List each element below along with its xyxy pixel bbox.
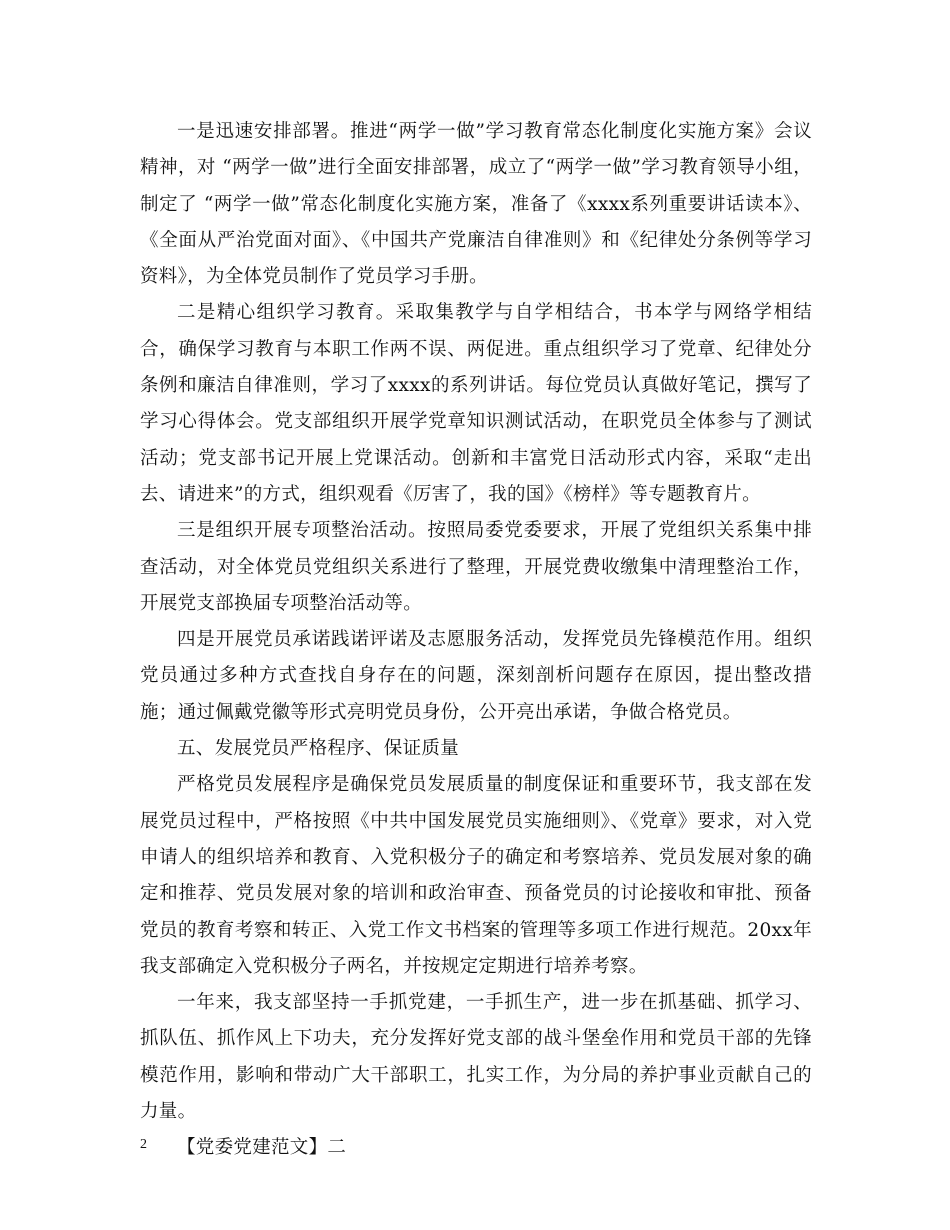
paragraph-3: 三是组织开展专项整治活动。按照局委党委要求，开展了党组织关系集中排查活动，对全体党员党组织关系进行了整理，开展党费收缴集中清理整治工作，开展党支部换届专项整治活动等。 [140,520,812,614]
paragraph-5: 严格党员发展程序是确保党员发展质量的制度保证和重要环节，我支部在发展党员过程中，严格按照《中共中国发展党员实施细则》、《党章》要求，对入党申请人的组织培养和教育、入党积极分子的确定和考察培养、党员发展对象的确定和推荐、党员发展对象的培训和政治审查、预备党员的讨论接收和审批、预备党员的教育考察和转正、入党工作文书档案的管理等多项工作进行规范。20xx年我支部确定入党积极分子两名，并按规定定期进行培养考察。 [140,774,812,977]
paragraph-2: 二是精心组织学习教育。采取集教学与自学相结合，书本学与网络学相结合，确保学习教育与本职工作两不误、两促进。重点组织学习了党章、纪律处分条例和廉洁自律准则，学习了xxxx的系列讲话。每位党员认真做好笔记，撰写了学习心得体会。党支部组织开展学党章知识测试活动，在职党员全体参与了测试活动；党支部书记开展上党课活动。创新和丰富党日活动形式内容，采取“走出去、请进来”的方式，组织观看《厉害了，我的国》《榜样》等专题教育片。 [140,302,812,505]
paragraph-6: 一年来，我支部坚持一手抓党建，一手抓生产，进一步在抓基础、抓学习、抓队伍、抓作风上下功夫，充分发挥好党支部的战斗堡垒作用和党员干部的先锋模范作用，影响和带动广大干部职工，扎实工作，为分局的养护事业贡献自己的力量。 [140,992,812,1123]
next-article-title: 【党委党建范文】二 [177,1137,347,1159]
paragraph-1: 一是迅速安排部署。推进“两学一做”学习教育常态化制度化实施方案》会议精神，对 “两学一做”进行全面安排部署，成立了“两学一做”学习教育领导小组，制定了 “两学一做”常态化制度化实施方案，准备了《xxxx系列重要讲话读本》、《全面从严治党面对面》、《中国共产党廉洁自律准则》和《纪律处分条例等学习资料》，为全体党员制作了党员学习手册。 [140,121,812,288]
page-number: 2 [140,1137,147,1152]
document-body [140,114,812,1167]
section-heading: 五、发展党员严格程序、保证质量 [177,738,460,760]
paragraph-4: 四是开展党员承诺践诺评诺及志愿服务活动，发挥党员先锋模范作用。组织党员通过多种方式查找自身存在的问题，深刻剖析问题存在原因，提出整改措施；通过佩戴党徽等形式亮明党员身份，公开亮出承诺，争做合格党员。 [140,629,812,723]
